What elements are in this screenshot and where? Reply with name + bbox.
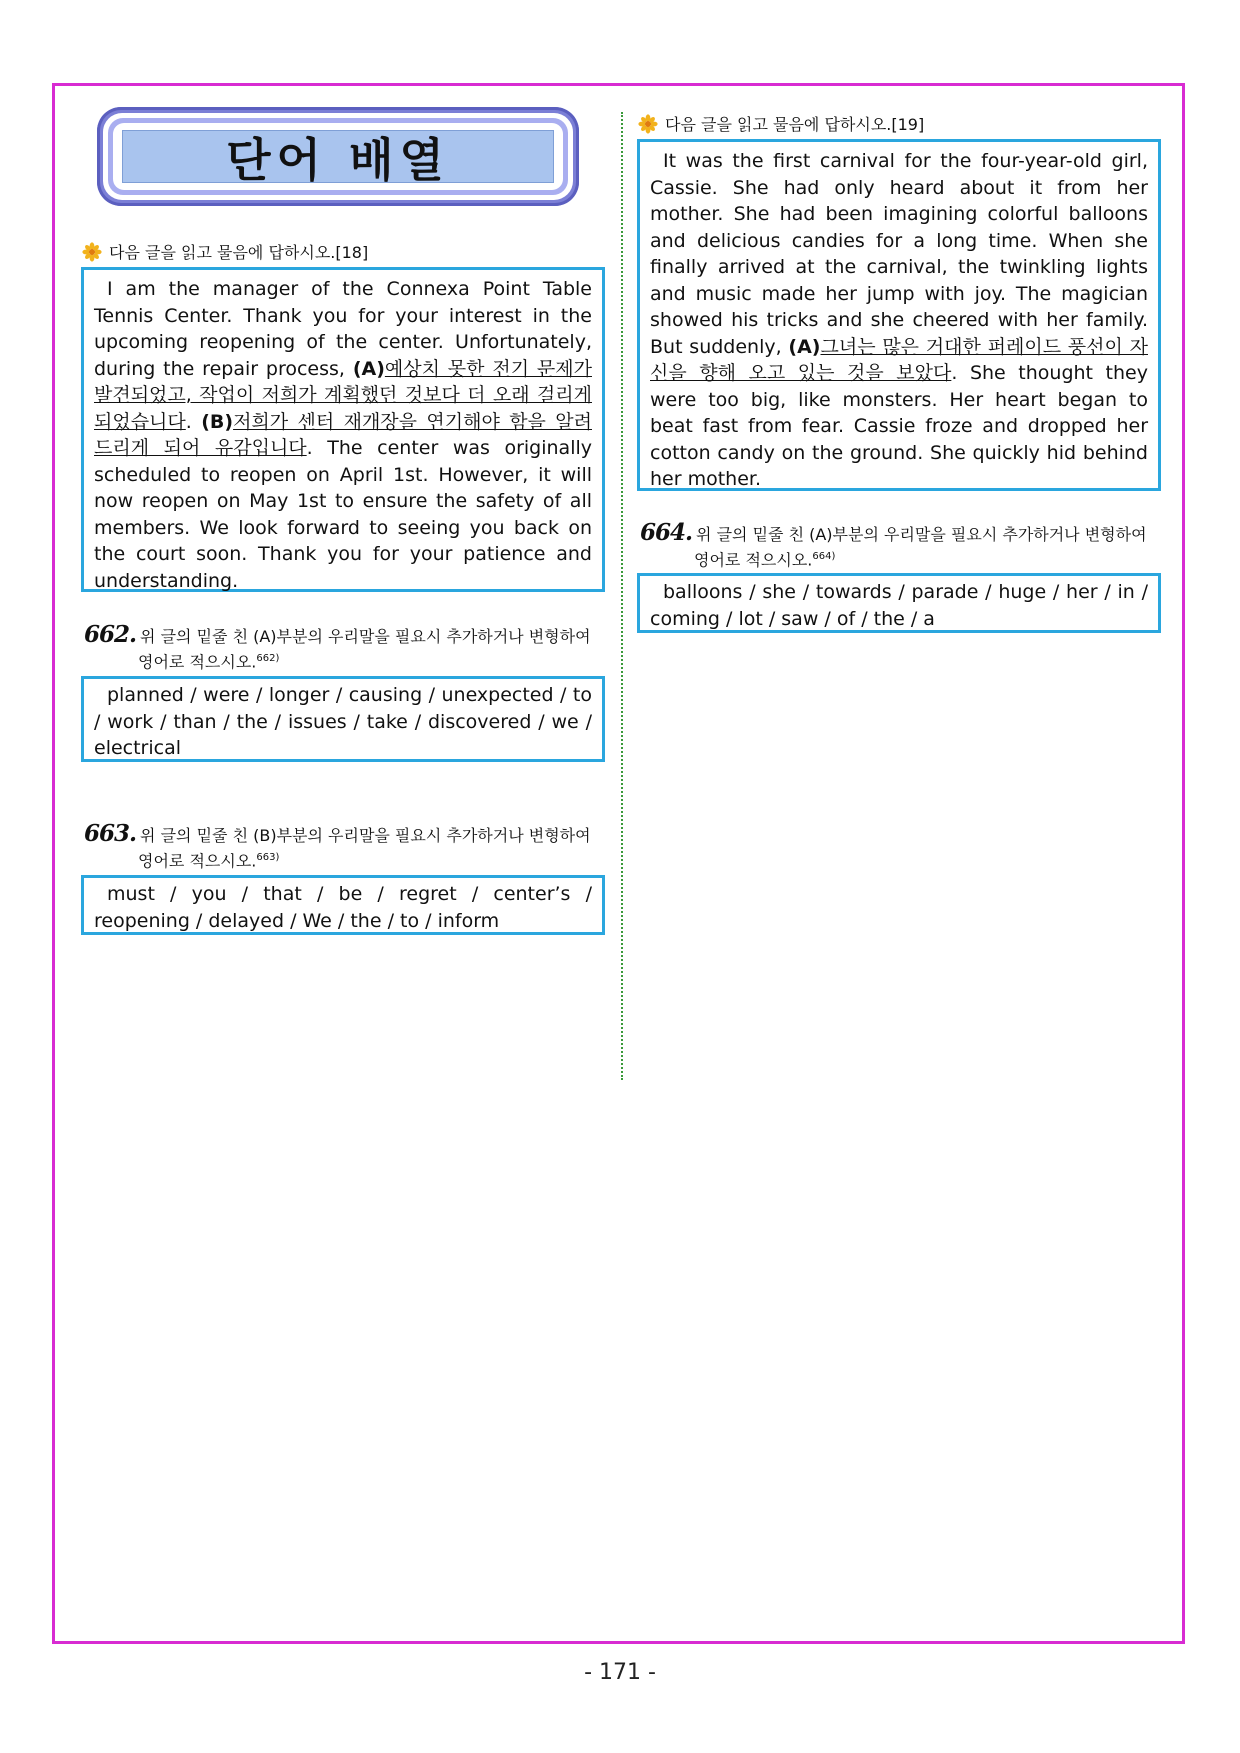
question-662: 662. 위 글의 밑줄 친 (A)부분의 우리말을 필요시 추가하거나 변형하여 영어로 적으시오.$^{662)}$ bbox=[84, 621, 591, 672]
question-663: 663. 위 글의 밑줄 친 (B)부분의 우리말을 필요시 추가하거나 변형하여 영어로 적으시오.$^{663)}$ bbox=[84, 820, 591, 871]
page-number: - 171 - bbox=[584, 1660, 656, 1685]
word-bank-664 bbox=[637, 573, 1161, 633]
instruction-text: 다음 글을 읽고 물음에 답하시오.[18] bbox=[109, 243, 369, 262]
title-badge bbox=[97, 107, 579, 206]
underline-a: 그녀는 많은 거대한 퍼레이드 풍선이 자신을 향해 오고 있는 것을 보았다 bbox=[650, 335, 1148, 384]
word-bank-662 bbox=[81, 676, 605, 762]
instruction-left bbox=[82, 240, 368, 263]
word-list: must / you / that / be / regret / center’s / reopening / delayed / We / the / to / inform bbox=[94, 883, 592, 932]
word-bank-663 bbox=[81, 875, 605, 935]
passage-box-18 bbox=[81, 267, 605, 592]
word-list: planned / were / longer / causing / unexpected / to / work / than / the / issues / take / discovered / we / electrical bbox=[94, 684, 592, 759]
word-list: balloons / she / towards / parade / huge / her / in / coming / lot / saw / of / the / a bbox=[650, 581, 1148, 630]
instruction-right bbox=[638, 112, 924, 135]
flower-icon bbox=[638, 114, 658, 134]
passage-text: I am the manager of the Connexa Point Table Tennis Center. Thank you for your interest in the upcoming reopening of the center. Unfortunately, during the repair process, (A)예상치 못한 전기 문제가 발견되었고, 작업이 저희가 계획했던 것보다 더 오래 걸리게 되었습니다. (B)저희가 센터 재개장을 연기해야 함을 알려 드리게 되어 유감입니다. The center was originally scheduled to reopen on April 1st. However, it will now reopen on May 1st to ensure the safety of all members. We look forward to seeing you back on the court soon. Thank you for your patience and understanding. bbox=[94, 278, 592, 592]
underline-a: 예상치 못한 전기 문제가 발견되었고, 작업이 저희가 계획했던 것보다 더 오래 걸리게 되었습니다 bbox=[94, 357, 592, 433]
flower-icon bbox=[82, 242, 102, 262]
question-664: 664. 위 글의 밑줄 친 (A)부분의 우리말을 필요시 추가하거나 변형하여 영어로 적으시오.$^{664)}$ bbox=[640, 519, 1147, 570]
page-title: 단어 배열 bbox=[226, 132, 450, 187]
question-number: 663. bbox=[84, 820, 137, 847]
passage-box-19 bbox=[637, 139, 1161, 491]
instruction-text: 다음 글을 읽고 물음에 답하시오.[19] bbox=[665, 115, 925, 134]
question-number: 662. bbox=[84, 621, 137, 648]
underline-b: 저희가 센터 재개장을 연기해야 함을 알려 드리게 되어 유감입니다 bbox=[94, 410, 592, 459]
question-number: 664. bbox=[640, 519, 693, 546]
column-divider bbox=[621, 112, 623, 1080]
passage-text: It was the first carnival for the four-year-old girl, Cassie. She had only heard about it from her mother. She had been imagining colorful balloons and delicious candies for a long time. When she finally arrived at the carnival, the twinkling lights and music made her jump with joy. The magician showed his tricks and she cheered with her family. But suddenly, (A)그녀는 많은 거대한 퍼레이드 풍선이 자신을 향해 오고 있는 것을 보았다. She thought they were too big, like monsters. Her heart began to beat fast from fear. Cassie froze and dropped her cotton candy on the ground. She quickly hid behind her mother. bbox=[650, 150, 1148, 490]
